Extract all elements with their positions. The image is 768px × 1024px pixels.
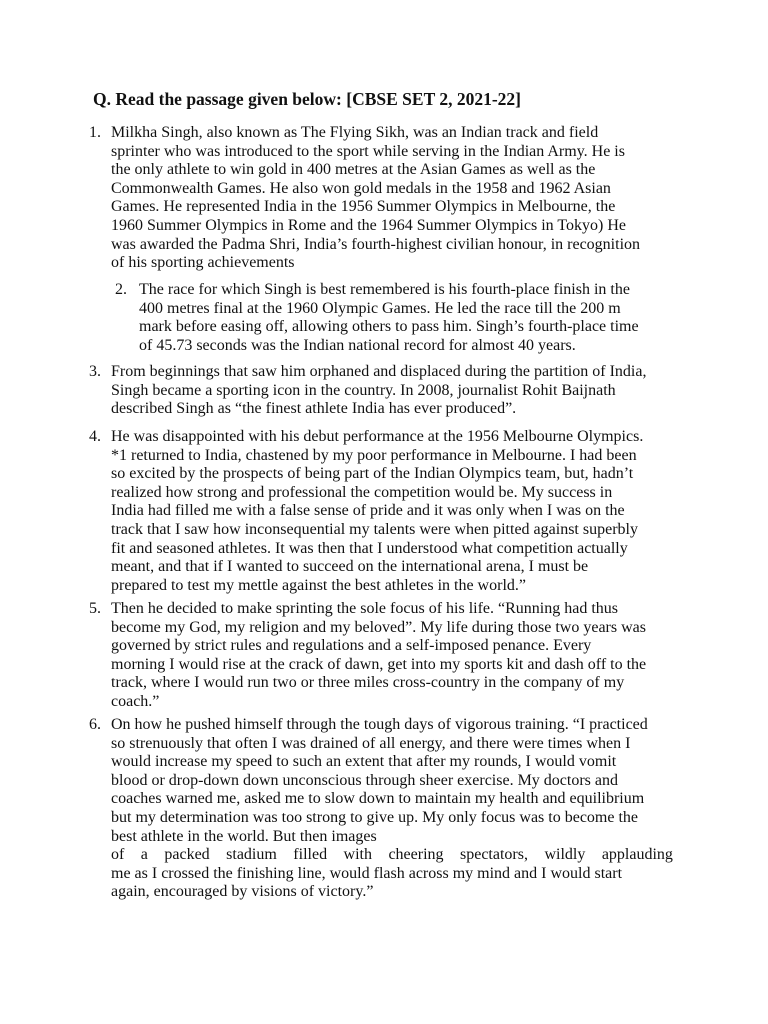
paragraph-line: Singh became a sporting icon in the country. In 2008, journalist Rohit Baijnath — [111, 381, 616, 399]
paragraph-line: best athlete in the world. But then images — [111, 827, 377, 845]
paragraph-line: meant, and that if I wanted to succeed on the international arena, I must be — [111, 558, 589, 576]
paragraph-line: was awarded the Padma Shri, India’s fourth-highest civilian honour, in recognition — [111, 235, 641, 253]
paragraph-line: so excited by the prospects of being part of the Indian Olympics team, but, hadn’t — [111, 465, 634, 483]
item-paragraph — [111, 600, 673, 712]
paragraph-line: described Singh as “the finest athlete India has ever produced”. — [111, 400, 517, 418]
paragraph-line: governed by strict rules and regulations and a self-imposed penance. Every — [111, 637, 592, 655]
paragraph-line: morning I would rise at the crack of dawn, get into my sports kit and dash off to the — [111, 655, 647, 673]
paragraph-line: but my determination was too strong to give up. My only focus was to become the — [111, 808, 639, 826]
paragraph-line: again, encouraged by visions of victory.” — [111, 883, 374, 901]
paragraph-line: blood or drop-down down unconscious through sheer exercise. My doctors and — [111, 771, 619, 789]
paragraph-line: Then he decided to make sprinting the sole focus of his life. “Running had thus — [111, 600, 618, 617]
item-number: 4. — [89, 428, 101, 445]
paragraph-line: would increase my speed to such an extent that after my rounds, I would vomit — [111, 753, 617, 771]
paragraph-line: of his sporting achievements — [111, 254, 295, 272]
paragraph-line: sprinter who was introduced to the sport while serving in the Indian Army. He is — [111, 142, 625, 160]
paragraph-line: mark before easing off, allowing others to pass him. Singh’s fourth-place time — [139, 318, 639, 336]
paragraph-line: coach.” — [111, 692, 160, 710]
paragraph-line: The race for which Singh is best remembered is his fourth-place finish in the — [139, 281, 630, 298]
item-number: 5. — [89, 600, 101, 617]
paragraph-line: Games. He represented India in the 1956 Summer Olympics in Melbourne, the — [111, 198, 616, 216]
item-number: 6. — [89, 716, 101, 733]
paragraph-line: India had filled me with a false sense of pride and it was only when I was on the — [111, 502, 625, 520]
item-number: 1. — [89, 124, 101, 141]
paragraph-line: me as I crossed the finishing line, would flash across my mind and I would start — [111, 864, 623, 882]
paragraph-line: realized how strong and professional the competition would be. My success in — [111, 483, 613, 501]
paragraph-line: 1960 Summer Olympics in Rome and the 1964 Summer Olympics in Tokyo) He — [111, 216, 626, 234]
item-number: 2. — [115, 281, 127, 298]
paragraph-line: From beginnings that saw him orphaned and displaced during the partition of India, — [111, 363, 647, 380]
paragraph-line: Commonwealth Games. He also won gold medals in the 1958 and 1962 Asian — [111, 179, 611, 197]
paragraph-line: fit and seasoned athletes. It was then that I understood what competition actually — [111, 539, 628, 557]
paragraph-line: *1 returned to India, chastened by my poor performance in Melbourne. I had been — [111, 446, 637, 464]
paragraph-line: track, where I would run two or three miles cross-country in the company of my — [111, 674, 625, 692]
paragraph-line: the only athlete to win gold in 400 metres at the Asian Games as well as the — [111, 161, 596, 179]
item-paragraph — [111, 716, 673, 902]
item-paragraph — [111, 363, 673, 419]
paragraph-line: 400 metres final at the 1960 Olympic Games. He led the race till the 200 m — [139, 299, 621, 317]
paragraph-line: become my God, my religion and my beloved”. My life during those two years was — [111, 618, 646, 636]
item-paragraph — [111, 428, 673, 595]
paragraph-line: track that I saw how inconsequential my talents were when pitted against superbly — [111, 520, 638, 538]
item-paragraph — [111, 124, 669, 273]
paragraph-line: of a packed stadium filled with cheering spectators, wildly applauding — [111, 846, 673, 864]
paragraph-line: He was disappointed with his debut performance at the 1956 Melbourne Olympics. — [111, 428, 644, 445]
paragraph-line: Milkha Singh, also known as The Flying Sikh, was an Indian track and field — [111, 124, 599, 141]
question-heading: Q. Read the passage given below: [CBSE SET 2, 2021-22] — [93, 89, 521, 109]
paragraph-line: On how he pushed himself through the tough days of vigorous training. “I practiced — [111, 716, 648, 733]
paragraph-line: so strenuously that often I was drained of all energy, and there were times when I — [111, 734, 631, 752]
paragraph-line: prepared to test my mettle against the best athletes in the world.” — [111, 576, 526, 594]
item-number: 3. — [89, 363, 101, 380]
paragraph-line: of 45.73 seconds was the Indian national record for almost 40 years. — [139, 336, 576, 354]
paragraph-line: coaches warned me, asked me to slow down to maintain my health and equilibrium — [111, 790, 645, 808]
item-paragraph — [139, 281, 672, 355]
